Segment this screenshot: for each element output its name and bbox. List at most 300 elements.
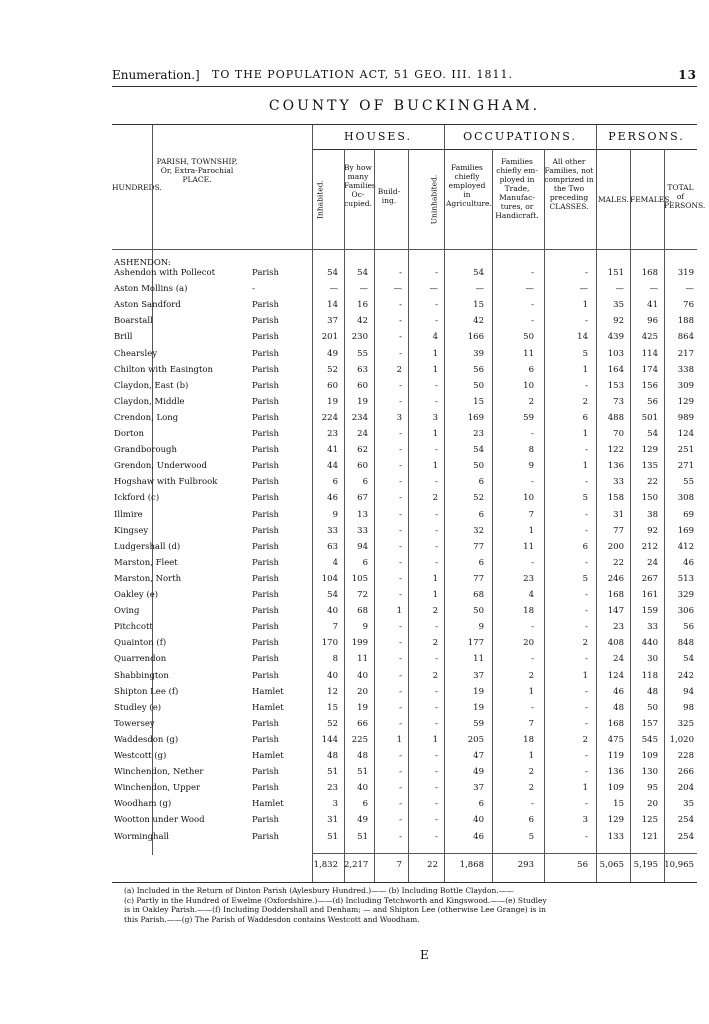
cell-m: 73 [613, 396, 624, 407]
cell-f: 92 [647, 525, 658, 536]
cell-agr: 52 [473, 493, 484, 504]
cell-un: 1 [432, 573, 438, 584]
cell-t: 251 [677, 445, 694, 456]
cell-inh: 52 [327, 718, 338, 729]
cell-agr: 56 [473, 364, 484, 375]
cell-f: 30 [647, 654, 658, 665]
cell-un: - [435, 718, 438, 729]
cell-m: 22 [613, 557, 624, 568]
cell-bld: - [399, 396, 402, 407]
persons-group-header: PERSONS. [596, 125, 697, 150]
col-uninhabited: Uninhabited. [429, 174, 439, 225]
cell-inh: 54 [327, 268, 338, 278]
row-place: Studley (e) [114, 702, 162, 713]
cell-t: 338 [677, 364, 694, 375]
cell-trd: - [531, 268, 534, 278]
cell-oth: - [585, 557, 588, 568]
row-kind: Parish [252, 364, 280, 375]
total-trd: 293 [517, 860, 534, 870]
cell-t: 228 [677, 751, 694, 761]
cell-un: 2 [432, 606, 438, 617]
row-kind: Parish [252, 445, 280, 456]
cell-agr: 32 [473, 525, 484, 536]
cell-trd: 2 [528, 670, 534, 681]
cell-agr: 205 [467, 734, 484, 745]
cell-bld: - [399, 525, 402, 536]
cell-bld: - [399, 380, 402, 391]
cell-f: 159 [641, 606, 658, 617]
cell-bld: - [399, 670, 402, 681]
cell-fam: 42 [357, 316, 368, 327]
cell-fam: 11 [357, 654, 368, 665]
row-kind: Parish [252, 654, 280, 665]
cell-bld: - [399, 348, 402, 359]
cell-oth: - [585, 525, 588, 536]
row-kind: Parish [252, 622, 280, 633]
cell-trd: 18 [523, 734, 534, 745]
cell-m: 136 [607, 767, 624, 778]
cell-f: 54 [647, 429, 658, 439]
cell-f: 38 [647, 509, 658, 520]
cell-f: 150 [641, 493, 658, 504]
cell-t: 56 [683, 622, 694, 633]
cell-trd: — [525, 284, 534, 295]
page-title: COUNTY OF BUCKINGHAM. [268, 98, 541, 114]
cell-agr: — [475, 284, 484, 295]
cell-f: 168 [641, 268, 658, 278]
cell-fam: 60 [357, 380, 368, 391]
cell-m: 168 [607, 718, 624, 729]
cell-t: 308 [677, 493, 694, 504]
cell-t: 94 [683, 686, 694, 697]
cell-un: 2 [432, 493, 438, 504]
cell-fam: 94 [357, 541, 368, 552]
cell-inh: 6 [332, 477, 338, 488]
cell-agr: 6 [478, 557, 484, 568]
cell-oth: - [585, 606, 588, 617]
cell-bld: - [399, 316, 402, 327]
col-males: MALES. [598, 195, 629, 204]
cell-oth: - [585, 622, 588, 633]
row-kind: Parish [252, 493, 280, 504]
running-head-left: Enumeration.] [112, 68, 200, 82]
cell-fam: 60 [357, 461, 368, 472]
cell-inh: 23 [327, 429, 338, 439]
row-place: Chearsley [114, 348, 158, 359]
cell-f: 174 [641, 364, 658, 375]
row-kind: Parish [252, 380, 280, 391]
cell-fam: 24 [357, 429, 368, 439]
cell-fam: 230 [351, 332, 368, 343]
row-kind: Parish [252, 718, 280, 729]
cell-un: - [435, 316, 438, 327]
cell-un: - [435, 783, 438, 794]
cell-trd: - [531, 557, 534, 568]
cell-trd: 6 [528, 364, 534, 375]
cell-fam: 13 [357, 509, 368, 520]
row-place: Oving [114, 606, 140, 617]
cell-un: - [435, 268, 438, 278]
cell-m: 24 [613, 654, 624, 665]
cell-oth: - [585, 509, 588, 520]
cell-inh: 201 [321, 332, 338, 343]
cell-oth: - [585, 445, 588, 456]
cell-trd: 10 [523, 380, 534, 391]
cell-un: — [429, 284, 438, 295]
cell-trd: - [531, 654, 534, 665]
footnotes [112, 886, 697, 924]
total-oth: 56 [577, 860, 588, 870]
cell-t: — [685, 284, 694, 295]
cell-un: - [435, 380, 438, 391]
row-place: Claydon, Middle [114, 396, 185, 407]
cell-f: 501 [641, 412, 658, 423]
cell-agr: 59 [473, 718, 484, 729]
cell-bld: - [399, 541, 402, 552]
cell-f: 135 [641, 461, 658, 472]
row-place: Aston Sandford [114, 300, 181, 311]
cell-oth: - [585, 316, 588, 327]
cell-inh: 46 [327, 493, 338, 504]
cell-trd: 2 [528, 767, 534, 778]
cell-inh: 14 [327, 300, 338, 311]
cell-fam: 6 [362, 477, 368, 488]
cell-agr: 39 [473, 348, 484, 359]
cell-trd: 2 [528, 783, 534, 794]
cell-f: 425 [641, 332, 658, 343]
cell-agr: 40 [473, 815, 484, 826]
row-place: Marston, North [114, 573, 182, 584]
cell-m: 153 [607, 380, 624, 391]
cell-oth: 14 [577, 332, 588, 343]
cell-oth: 1 [582, 461, 588, 472]
row-place: Marston, Fleet [114, 557, 178, 568]
cell-t: 129 [677, 396, 694, 407]
cell-bld: - [399, 638, 402, 649]
cell-f: 48 [647, 686, 658, 697]
cell-m: 136 [607, 461, 624, 472]
header-bottom-rule [112, 249, 697, 250]
page-number: 13 [678, 68, 697, 82]
row-place: Grandborough [114, 445, 177, 456]
cell-fam: 40 [357, 783, 368, 794]
row-kind: Parish [252, 461, 280, 472]
cell-agr: 23 [473, 429, 484, 439]
row-place: Pitchcott [114, 622, 153, 633]
cell-fam: 105 [351, 573, 368, 584]
cell-m: 168 [607, 590, 624, 600]
cell-t: 989 [677, 412, 694, 423]
cell-m: 92 [613, 316, 624, 327]
cell-t: 848 [677, 638, 694, 649]
cell-oth: 5 [582, 348, 588, 359]
row-kind: Parish [252, 541, 280, 552]
row-kind: Parish [252, 783, 280, 794]
cell-bld: - [399, 461, 402, 472]
cell-oth: 1 [582, 670, 588, 681]
cell-fam: 48 [357, 751, 368, 761]
cell-agr: 6 [478, 799, 484, 810]
cell-oth: 2 [582, 734, 588, 745]
cell-fam: 49 [357, 815, 368, 826]
cell-agr: 54 [473, 445, 484, 456]
cell-agr: 49 [473, 767, 484, 778]
cell-trd: 18 [523, 606, 534, 617]
cell-m: 23 [613, 622, 624, 633]
cell-inh: 44 [327, 461, 338, 472]
cell-m: 158 [607, 493, 624, 504]
total-m: 5,065 [599, 860, 624, 870]
cell-inh: 51 [327, 767, 338, 778]
cell-t: 169 [677, 525, 694, 536]
row-kind: Hamlet [252, 686, 284, 697]
cell-un: - [435, 767, 438, 778]
cell-agr: 42 [473, 316, 484, 327]
cell-inh: 40 [327, 606, 338, 617]
cell-inh: 41 [327, 445, 338, 456]
row-place: Chilton with Easington [114, 364, 213, 375]
cell-m: — [615, 284, 624, 295]
cell-inh: 33 [327, 525, 338, 536]
cell-agr: 77 [473, 541, 484, 552]
cell-agr: 15 [473, 300, 484, 311]
occupations-group-header: OCCUPATIONS. [444, 125, 596, 150]
cell-trd: 11 [523, 541, 534, 552]
cell-trd: - [531, 300, 534, 311]
cell-agr: 50 [473, 606, 484, 617]
cell-un: 1 [432, 364, 438, 375]
cell-inh: 31 [327, 815, 338, 826]
cell-inh: 40 [327, 670, 338, 681]
cell-t: 46 [683, 557, 694, 568]
cell-bld: - [399, 799, 402, 810]
cell-inh: — [329, 284, 338, 295]
cell-inh: 51 [327, 831, 338, 842]
cell-m: 129 [607, 815, 624, 826]
cell-f: 212 [641, 541, 658, 552]
cell-t: 242 [677, 670, 694, 681]
cell-m: 151 [607, 268, 624, 278]
col-place: PARISH, TOWNSHIP, Or, Extra-Parochial PLACE. [156, 157, 238, 184]
cell-oth: - [585, 686, 588, 697]
cell-un: 4 [432, 332, 438, 343]
cell-oth: - [585, 831, 588, 842]
row-kind: Parish [252, 316, 280, 327]
row-place: Hogshaw with Fulbrook [114, 477, 218, 488]
cell-fam: 19 [357, 396, 368, 407]
cell-oth: - [585, 268, 588, 278]
cell-oth: 2 [582, 638, 588, 649]
cell-trd: 23 [523, 573, 534, 584]
cell-bld: - [399, 718, 402, 729]
cell-f: 56 [647, 396, 658, 407]
cell-m: 46 [613, 686, 624, 697]
cell-fam: 51 [357, 831, 368, 842]
cell-f: — [649, 284, 658, 295]
cell-inh: 224 [321, 412, 338, 423]
cell-m: 488 [607, 412, 624, 423]
cell-m: 133 [607, 831, 624, 842]
cell-fam: 67 [357, 493, 368, 504]
cell-agr: 50 [473, 461, 484, 472]
cell-f: 156 [641, 380, 658, 391]
cell-m: 31 [613, 509, 624, 520]
cell-agr: 37 [473, 783, 484, 794]
cell-trd: 59 [523, 412, 534, 423]
row-place: Grendon, Underwood [114, 461, 207, 472]
cell-trd: 10 [523, 493, 534, 504]
cell-inh: 9 [332, 509, 338, 520]
row-place: Crendon, Long [114, 412, 179, 423]
cell-f: 121 [641, 831, 658, 842]
row-kind: Parish [252, 429, 280, 439]
cell-inh: 19 [327, 396, 338, 407]
cell-t: 76 [683, 300, 694, 311]
cell-trd: 7 [528, 718, 534, 729]
cell-un: 1 [432, 348, 438, 359]
cell-bld: 3 [396, 412, 402, 423]
cell-inh: 7 [332, 622, 338, 633]
col-females: FEMALES. [630, 195, 672, 204]
cell-bld: - [399, 590, 402, 600]
cell-trd: 8 [528, 445, 534, 456]
cell-t: 412 [677, 541, 694, 552]
cell-m: 103 [607, 348, 624, 359]
row-place: Wootton under Wood [114, 815, 205, 826]
col-families: By how many Families Oc- cupied. [344, 163, 376, 208]
footnote: is in Oakley Parish.——(f) Including Doddershall and Denham; — and Shipton Lee (otherwise Lee Grange) is in [124, 905, 546, 914]
cell-trd: 1 [528, 751, 534, 761]
cell-f: 130 [641, 767, 658, 778]
row-place: Winchendon, Upper [114, 783, 201, 794]
cell-fam: 225 [351, 734, 368, 745]
cell-oth: 3 [582, 815, 588, 826]
cell-f: 24 [647, 557, 658, 568]
cell-m: 70 [613, 429, 624, 439]
col-agriculture: Families chiefly employed in Agriculture. [446, 163, 492, 208]
cell-un: - [435, 654, 438, 665]
cell-t: 124 [677, 429, 694, 439]
cell-m: 164 [607, 364, 624, 375]
cell-un: 1 [432, 734, 438, 745]
row-place: Towersey [114, 718, 155, 729]
cell-oth: 1 [582, 364, 588, 375]
cell-agr: 68 [473, 590, 484, 600]
cell-t: 266 [677, 767, 694, 778]
cell-fam: 20 [357, 686, 368, 697]
cell-trd: 5 [528, 831, 534, 842]
cell-inh: 170 [321, 638, 338, 649]
cell-fam: 6 [362, 799, 368, 810]
total-un: 22 [427, 860, 438, 870]
total-fam: 2,217 [344, 860, 369, 870]
row-place: Ludgershall (d) [114, 541, 181, 552]
cell-f: 20 [647, 799, 658, 810]
cell-agr: 6 [478, 509, 484, 520]
cell-m: 124 [607, 670, 624, 681]
cell-fam: — [359, 284, 368, 295]
cell-fam: 72 [357, 590, 368, 600]
cell-trd: 1 [528, 686, 534, 697]
cell-oth: 5 [582, 573, 588, 584]
cell-agr: 166 [467, 332, 484, 343]
cell-un: - [435, 557, 438, 568]
cell-fam: 63 [357, 364, 368, 375]
cell-m: 122 [607, 445, 624, 456]
cell-f: 50 [647, 702, 658, 713]
cell-oth: 6 [582, 541, 588, 552]
row-place: Aston Mollins (a) [114, 284, 188, 295]
cell-f: 114 [641, 348, 658, 359]
cell-oth: — [579, 284, 588, 295]
col-hundreds: HUNDREDS. [112, 183, 162, 192]
cell-trd: - [531, 622, 534, 633]
cell-un: - [435, 300, 438, 311]
cell-t: 55 [683, 477, 694, 488]
cell-inh: 15 [327, 702, 338, 713]
row-kind: Parish [252, 606, 280, 617]
cell-m: 33 [613, 477, 624, 488]
cell-agr: 6 [478, 477, 484, 488]
cell-trd: 20 [523, 638, 534, 649]
cell-bld: - [399, 654, 402, 665]
row-kind: Parish [252, 300, 280, 311]
row-kind: Parish [252, 670, 280, 681]
cell-un: 2 [432, 670, 438, 681]
cell-m: 200 [607, 541, 624, 552]
cell-trd: - [531, 799, 534, 810]
row-kind: Parish [252, 348, 280, 359]
row-kind: Parish [252, 767, 280, 778]
cell-f: 267 [641, 573, 658, 584]
cell-agr: 54 [473, 268, 484, 278]
cell-oth: - [585, 799, 588, 810]
cell-fam: 68 [357, 606, 368, 617]
cell-oth: 6 [582, 412, 588, 423]
row-place: Claydon, East (b) [114, 380, 189, 391]
row-kind: Hamlet [252, 751, 284, 761]
cell-t: 319 [677, 268, 694, 278]
col-trade: Families chiefly em- ployed in Trade, Manufac- tures, or Handicraft. [495, 157, 539, 220]
cell-un: - [435, 525, 438, 536]
cell-oth: - [585, 767, 588, 778]
row-kind: Parish [252, 268, 280, 278]
cell-agr: 15 [473, 396, 484, 407]
cell-trd: - [531, 316, 534, 327]
cell-inh: 37 [327, 316, 338, 327]
cell-m: 147 [607, 606, 624, 617]
cell-bld: - [399, 509, 402, 520]
cell-bld: - [399, 686, 402, 697]
cell-un: - [435, 751, 438, 761]
cell-t: 54 [683, 654, 694, 665]
cell-bld: - [399, 767, 402, 778]
cell-t: 217 [677, 348, 694, 359]
cell-f: 129 [641, 445, 658, 456]
census-table [112, 124, 706, 883]
cell-inh: 144 [321, 734, 338, 745]
cell-un: 1 [432, 461, 438, 472]
row-kind: Parish [252, 525, 280, 536]
row-place: Quarrendon [114, 654, 167, 665]
cell-trd: - [531, 429, 534, 439]
cell-m: 15 [613, 799, 624, 810]
row-place: Shipton Lee (f) [114, 686, 179, 697]
total-f: 5,195 [633, 860, 658, 870]
cell-fam: 19 [357, 702, 368, 713]
cell-bld: - [399, 751, 402, 761]
cell-f: 96 [647, 316, 658, 327]
